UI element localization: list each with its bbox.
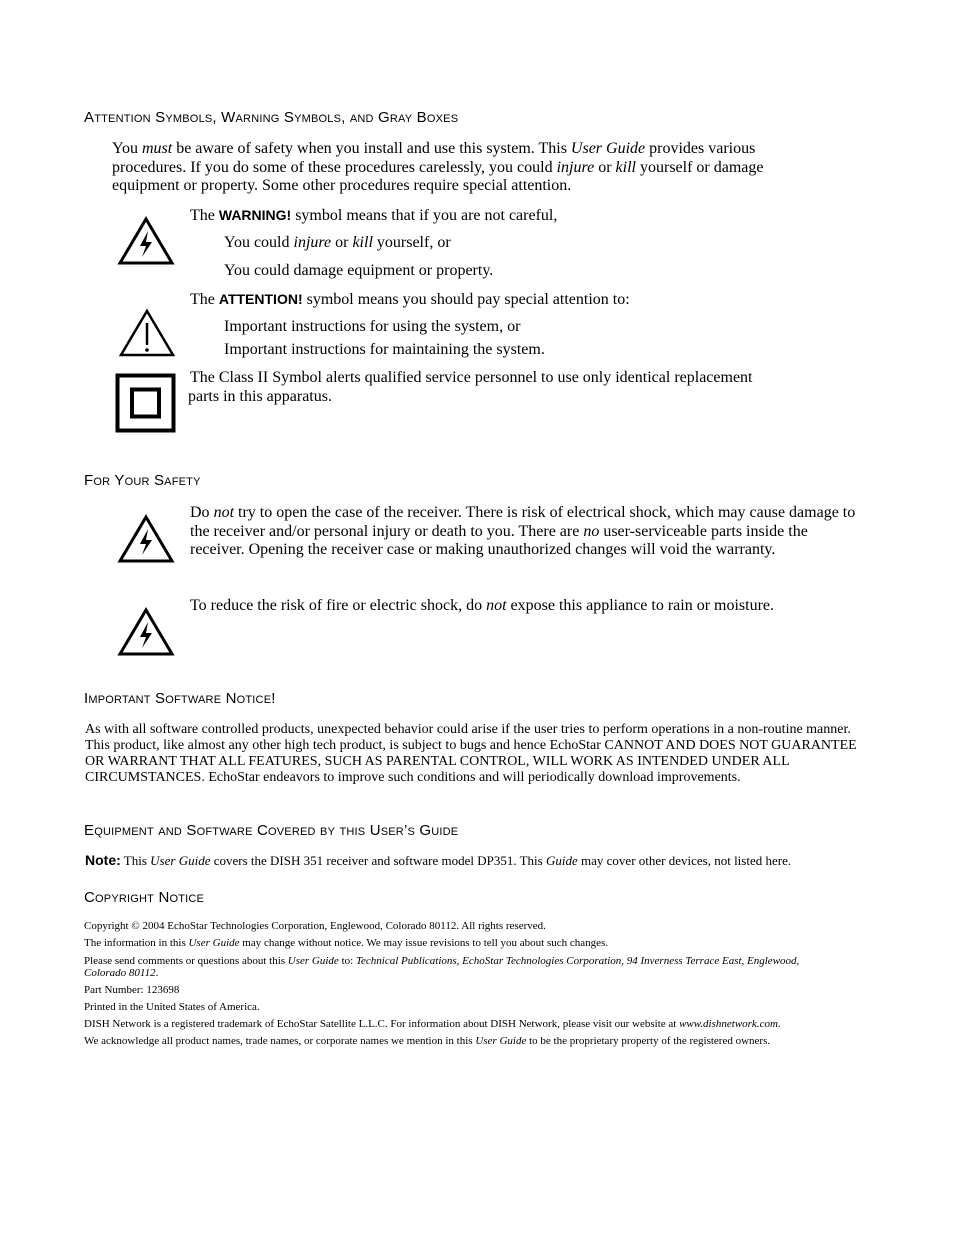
- section-heading-attention: Attention Symbols, Warning Symbols, and Gray Boxes: [84, 109, 459, 126]
- section-heading-equipment: Equipment and Software Covered by this User’s Guide: [84, 822, 459, 839]
- section-heading-software-notice: Important Software Notice!: [84, 690, 276, 707]
- revision-notice-line: The information in this User Guide may change without notice. We may issue revisions to tell you about such changes.: [84, 937, 609, 949]
- note-label: Note:: [85, 852, 121, 868]
- part-number-line: Part Number: 123698: [84, 984, 180, 996]
- electric-shock-warning-icon: [117, 514, 175, 564]
- safety-moisture-paragraph: To reduce the risk of fire or electric shock, do not expose this appliance to rain or moisture.: [190, 597, 775, 614]
- warning-symbol-text: The WARNING! symbol means that if you are not careful,: [190, 207, 558, 224]
- attention-intro-paragraph: You must be aware of safety when you install and use this system. This User Guide provides various procedures. If you do some of these procedures carelessly, you could injure or kill yourself or damage equipment or property. Some other procedures require special attention.: [112, 140, 764, 194]
- comments-address-line: Please send comments or questions about this User Guide to: Technical Publications, EchoStar Technologies Corporation, 94 Inverness Terrace East, Englewood, Colorado 80112.: [84, 955, 800, 979]
- equipment-note: Note: This User Guide covers the DISH 351 receiver and software model DP351. This Guide may cover other devices, not listed here.: [85, 852, 792, 868]
- class-ii-text-line-2: parts in this apparatus.: [188, 388, 332, 405]
- electric-shock-warning-icon: [117, 607, 175, 657]
- section-heading-copyright: Copyright Notice: [84, 889, 205, 906]
- attention-exclamation-icon: [118, 308, 176, 358]
- copyright-line: Copyright © 2004 EchoStar Technologies Corporation, Englewood, Colorado 80112. All rights reserved.: [84, 920, 546, 932]
- class-ii-double-square-icon: [115, 373, 177, 433]
- class-ii-text-line-1: The Class II Symbol alerts qualified service personnel to use only identical replacement: [190, 369, 753, 386]
- attention-item-maintaining: Important instructions for maintaining the system.: [224, 341, 545, 358]
- trademark-line: DISH Network is a registered trademark of EchoStar Satellite L.L.C. For information about DISH Network, please visit our website at www.dishnetwork.com.: [84, 1018, 781, 1030]
- section-heading-safety: For Your Safety: [84, 472, 201, 489]
- warning-item-injure: You could injure or kill yourself, or: [224, 234, 451, 251]
- attention-symbol-text: The ATTENTION! symbol means you should pay special attention to:: [190, 291, 630, 308]
- acknowledgement-line: We acknowledge all product names, trade names, or corporate names we mention in this User Guide to be the proprietary property of the registered owners.: [84, 1035, 771, 1047]
- safety-case-paragraph: Do not try to open the case of the receiver. There is risk of electrical shock, which may cause damage to the receiver and/or personal injury or death to you. There are no user-serviceable parts inside the receiver. Opening the receiver case or making unauthorized changes will void the warranty.: [190, 504, 856, 558]
- printed-in-line: Printed in the United States of America.: [84, 1001, 260, 1013]
- software-notice-paragraph: As with all software controlled products, unexpected behavior could arise if the user tries to perform operations in a non-routine manner. This product, like almost any other high tech product, is subject to bugs and hence EchoStar CANNOT AND DOES NOT GUARANTEE OR WARRANT THAT ALL FEATURES, SUCH AS PARENTAL CONTROL, WILL WORK AS INTENDED UNDER ALL CIRCUMSTANCES. EchoStar endeavors to improve such conditions and will periodically download improvements.: [85, 722, 857, 785]
- warning-item-damage: You could damage equipment or property.: [224, 262, 494, 279]
- attention-item-using: Important instructions for using the system, or: [224, 318, 521, 335]
- website-link[interactable]: www.dishnetwork.com: [679, 1018, 778, 1030]
- electric-shock-warning-icon: [117, 216, 175, 266]
